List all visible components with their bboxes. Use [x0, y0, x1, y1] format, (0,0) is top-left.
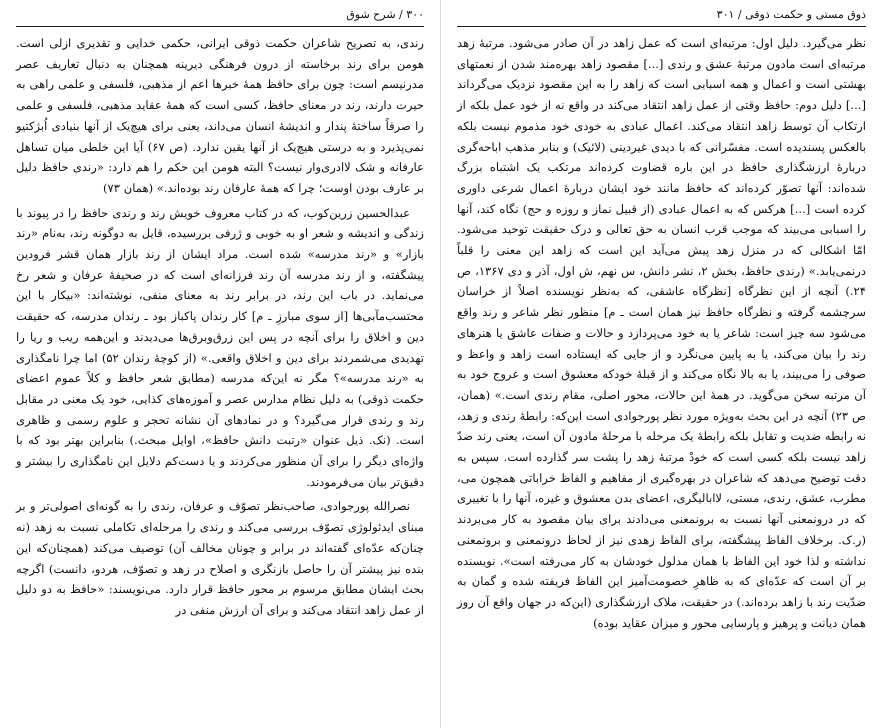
- paragraph: عبدالحسین زرین‌کوب، که در کتاب معروف خویش رند و رندی حافظ را در پیوند با زندگی و اندیشه و شعر او به خوبی و ژرفی بررسیده، قایل به دوگونه رند، به‌نام «رند بازار» و «رند مدرسه» شده است. مراد ایشان از رند بازار همان قشر فرودین پیشگفته، و از رند مدرسه آن رند فرزانه‌ای است که در صحیفهٔ عرفان و شعر رخ می‌نماید. در باب این رند، در برابر رند به معنای منفی، نوشته‌اند: «بیکار با این محتسب‌مآبی‌ها [از سوی مبارزِ ـ م] کار رندان پاکباز بود ـ رندان مدرسه، که حقیقت دین و اخلاق را برای آنچه در پس این زرق‌وبرق‌ها می‌دیدند و این‌همه ریب و ریا را تهدیدی می‌شمردند برای دین و اخلاق واقعی.» (از کوچهٔ رندان ۵۲) اما چرا نامگذاری به «رند مدرسه»؟ مگر نه این‌که مدرسه (مطابق شعر حافظ و کلاً عموم اعضای حکمت ذوقی) به دلیل نظام مدارس عصر و آموزه‌های کذایی، خود یک معنی در مقابل رند و رندی قرار می‌گیرد؟ و در نمادهای آن نشانه تحجر و علوم رسمی و ظاهری است. (نک. ذیل عنوان «رتبت دانش حافظ»، اوایل مبحث.) بنابراین بهتر بود که با واژه‌ای دیگر را برای آن منظور می‌کردند و یا دست‌کم دلایل این نامگذاری را بیشتر و دقیق‌تر بیان می‌فرمودند.: [16, 205, 424, 489]
- page-header-right: ذوق مستی و حکمت ذوقی / ۳۰۱: [457, 8, 866, 27]
- paragraph: نظر می‌گیرد. دلیل اول: مرتبه‌ای است که عمل زاهد در آن صادر می‌شود. مرتبهٔ زهد مرتبه‌ای است مادون مرتبهٔ عشق و رندی [...] مقصود زاهد بهره‌مند شدن از نعمتهای بهشتی است و اعمال و همه اسبابی است که زاهد را به این مقصود نزدیک می‌گرداند [...] دلیل دوم: حافظ وقتی از عمل زاهد انتقاد می‌کند در واقع نه از خود عمل بلکه از ارتکاب آن توسط زاهد انتقاد می‌کند. اعمال عبادی به خودی خود مذموم نیست بلکه بالعکس پسندیده است. مفسّرانی که با دیدی غیردینی (لائیک) و بنابر مذهب اباحه‌گری دربارهٔ ارزشگذاری حافظ در این باره قضاوت کرده‌اند مرتکب یک اشتباه بزرگ شده‌اند: آنها تصوّر کرده‌اند که حافظ مانند خود ایشان دربارهٔ اعمال شرعی داوری کرده است [...] هرکس که به اعمال عبادی (از قبیل نماز و روزه و حج) نگاه کند، آنها را اسبابی می‌بیند که موجب قرب انسان به حق تعالی و درک حقیقت توحید می‌شود. امّا اشکالی که در منزل زهد پیش می‌آید این است که زاهد این معنی را قلباً درنمی‌یابد.» (رندی حافظ، بخش ۲، نشر دانش، س نهم، ش اول، آذر و دی ۱۳۶۷، ص ۲۴.) آنچه از این نظرگاه [نظرگاه عاشقی، که به‌نظر نویسنده اصلاً از خراسان سرچشمه گرفته و نظرگاه حافظ نیز همان است ـ م] منظور نظر شاعر و رند واقع می‌شود سه چیز است: شاعر یا به خود می‌پردازد و حالات و صفات عاشق یا هنرهای رند را بیان می‌کند، یا به پایین می‌نگرد و از جایی که ایستاده است زاهد و واعظ و صوفی را می‌بیند، یا به بالا نگاه می‌کند و از قبلهٔ خودکه معشوق است و عروج خود به آن مرتبه سخن می‌گوید. در همهٔ این حالات، محور اصلی، مقام رندی است.» (همان، ص ۲۳) آنچه در این بحث به‌ویژه مورد نظر پورجوادی است این‌که: رابطهٔ رندی و زهد، نه رابطه ضدیت و تقابل بلکه رابطهٔ یک مرحله با مرحلهٔ مادون آن است، یعنی رند ضدّ زاهد نیست بلکه کسی است که خودْ مرتبهٔ زهد را پشت سر گذارده است. سپس به دقت توضیح می‌دهد که شاعران در بهره‌گیری از مفاهیم و الفاظ خراباتی همچون می، مطرب، عشق، رندی، مستی، لاابالیگری، اعضای بدن معشوق و غیره، آنها را با تغییری که در درونمعنی آنها نسبت به برونمعنی می‌دادند برای بیان مقصود به کار می‌بردند (ر.ک. برخلاف الفاظ پیشگفته، برای الفاظ زهدی نیز از لحاظ درونمعنی و برونمعنی نداشته و لذا خود این الفاظ با همان مدلول خودشان به کار می‌رفته است». نویسنده بر آن است که عدّه‌ای که به ظاهرِ خصومت‌آمیز این الفاظ فریفته شده و گمان به ضدّیت رند با زاهد برده‌اند.) در حقیقت، ملاک ارزشگذاری (این‌که در جهان واقع آن روز همان دیانت و پرهیز و پارسایی محور و میزان عقاید بوده): [457, 36, 866, 630]
- left-page: [0, 0, 441, 728]
- right-page: [441, 0, 882, 728]
- right-page-body: [457, 33, 866, 633]
- paragraph: رندی، به تصریح شاعران حکمت ذوقی ایرانی، حکمی خدایی و تقدیری ازلی است. هومن برای رند برخاسته از درون فرهنگی دیرینه همچنان به دنبال تعاریف عصر مدرنیسم است: چون برای حافظ همهٔ خبرها اعم از مذهبی، فلسفی و علمی راهی به حیرت دارند، رند در معنای حافظ، کسی است که همهٔ عقاید مذهبی، فلسفی و علمی را صرفاً ساختهٔ پندار و اندیشهٔ انسان می‌داند، یعنی برای هیچ‌یک از آنها بنیادی اُبژکتیو نمی‌پذیرد و به درستی هیچ‌یک از آنها یقین ندارد. (ص ۶۷) آیا این خلطی میان تساهل عارفانه و شک لاادری‌وار نیست؟ البته هومن این حکم را هم دارد: «رندی حافظ دلیل بر عارف بودن اوست؛ چرا که همهٔ عارفان رند بوده‌اند.» (همان ۷۳): [16, 36, 424, 195]
- left-page-body: [16, 33, 424, 621]
- page-header-left: ۳۰۰ / شرح شوق: [16, 8, 424, 27]
- paragraph: نصرالله پورجوادی، صاحب‌نظر تصوّف و عرفان، رندی را به گونه‌ای اصولی‌تر و بر مبنای ایدئولوژی تصوّف بررسی می‌کند و رندی را مرحله‌ای تکاملی نسبت به زهد (نه چنان‌که عدّه‌ای گفته‌اند در برابر و چونان مخالف آن) توصیف می‌کند (همچنان‌که این بنده نیز پیشتر آن را حاصل بازنگری و اصلاح در زهد و تصوّف، هردو، دانست) اگرچه بحث ایشان مطابق مرسوم بر محور حافظ قرار دارد. می‌نویسند: «حافظ به دو دلیل از عمل زاهد انتقاد می‌کند و برای آن ارزش منفی در: [16, 499, 425, 617]
